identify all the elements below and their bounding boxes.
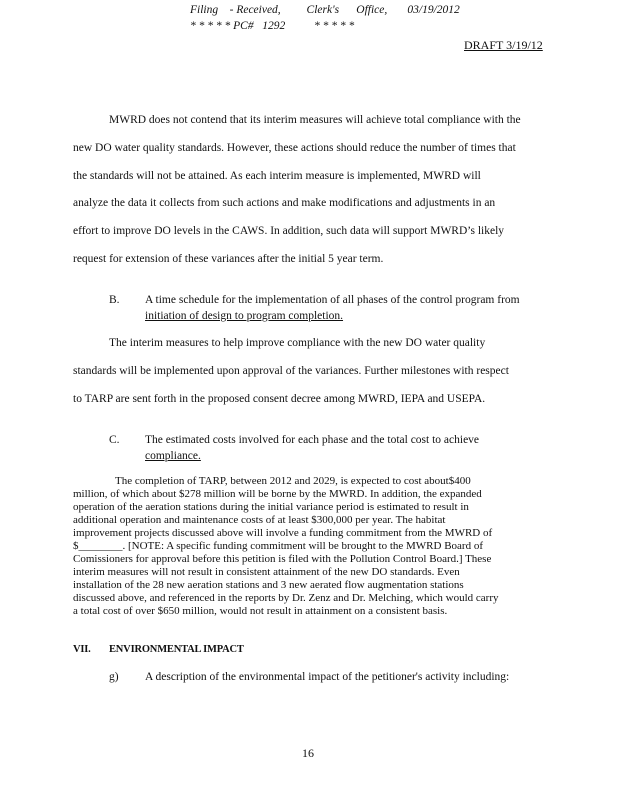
item-b-text: A time schedule for the implementation of all phases of the control program from: [145, 294, 520, 306]
text-line: discussed above, and referenced in the reports by Dr. Zenz and Dr. Melching, which would carry: [73, 592, 499, 604]
item-c-label: C.: [109, 434, 120, 446]
text-line: request for extension of these variances after the initial 5 year term.: [73, 253, 384, 265]
text-line: to TARP are sent forth in the proposed consent decree among MWRD, IEPA and USEPA.: [73, 393, 486, 405]
text-line: The interim measures to help improve compliance with the new DO water quality: [109, 337, 486, 349]
item-g-label: g): [109, 671, 119, 683]
text-line: million, of which about $278 million will be borne by the MWRD. In addition, the expanded: [73, 488, 482, 500]
text-line: new DO water quality standards. However, these actions should reduce the number of times that: [73, 142, 516, 154]
filing-stamp-line2: * * * * * PC# 1292 * * * * *: [190, 20, 355, 32]
filing-stamp-line1: Filing - Received, Clerk's Office, 03/19/2012: [190, 4, 460, 16]
item-c-text: The estimated costs involved for each phase and the total cost to achieve: [145, 434, 480, 446]
text-line: a total cost of over $650 million, would not result in attainment on a consistent basis.: [73, 605, 448, 617]
text-line: additional operation and maintenance costs of at least $300,000 per year. The habitat: [73, 514, 446, 526]
text-line: standards will be implemented upon approval of the variances. Further milestones with respect: [73, 365, 509, 377]
text-line: interim measures will not result in consistent attainment of the new DO standards. Even: [73, 566, 460, 578]
item-c-heading: compliance.: [145, 450, 201, 462]
item-g-text: A description of the environmental impact of the petitioner's activity including:: [145, 671, 510, 683]
section-title: ENVIRONMENTAL IMPACT: [109, 644, 244, 655]
item-b-heading: initiation of design to program completion.: [145, 310, 344, 322]
text-line: The completion of TARP, between 2012 and 2029, is expected to cost about$400: [115, 475, 471, 487]
text-line: analyze the data it collects from such actions and make modifications and adjustments in an: [73, 197, 496, 209]
draft-label: DRAFT 3/19/12: [464, 38, 543, 52]
page-number: 16: [302, 746, 314, 760]
text-line: $________. [NOTE: A specific funding commitment will be brought to the MWRD Board of: [73, 540, 483, 552]
text-line: improvement projects discussed above will involve a funding commitment from the MWRD of: [73, 527, 493, 539]
item-b-label: B.: [109, 294, 120, 306]
section-number: VII.: [73, 644, 91, 655]
text-line: Comissioners for approval before this petition is filed with the Pollution Control Board.] These: [73, 553, 492, 565]
text-line: the standards will not be attained. As each interim measure is implemented, MWRD will: [73, 170, 481, 182]
text-line: MWRD does not contend that its interim measures will achieve total compliance with the: [109, 114, 521, 126]
text-line: effort to improve DO levels in the CAWS. In addition, such data will support MWRD’s likely: [73, 225, 505, 237]
text-line: installation of the 28 new aeration stations and 3 new aerated flow augmentation stations: [73, 579, 464, 591]
text-line: operation of the aeration stations during the initial variance period is estimated to result in: [73, 501, 469, 513]
